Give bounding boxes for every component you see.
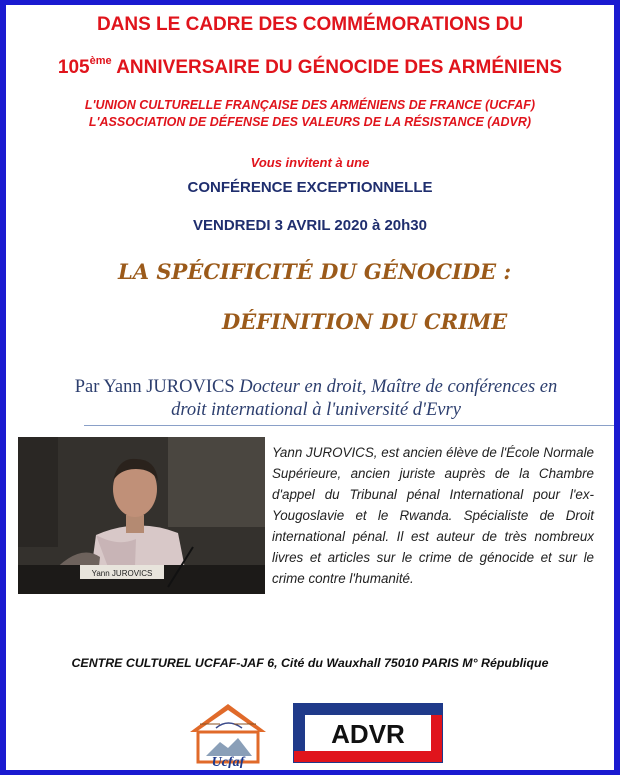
speaker-byline — [66, 376, 566, 422]
speaker-name: Par Yann JUROVICS — [74, 377, 235, 397]
talk-title-line-2: DÉFINITION DU CRIME — [222, 309, 508, 334]
advr-logo-text: ADVR — [331, 719, 405, 749]
speaker-nameplate: Yann JUROVICS — [91, 569, 153, 578]
flyer — [6, 5, 614, 770]
organizers — [6, 97, 614, 131]
anniversary-number: 105 — [57, 57, 90, 78]
talk-title-line-1: LA SPÉCIFICITÉ DU GÉNOCIDE : — [118, 259, 512, 284]
header-line-1: DANS LE CADRE DES COMMÉMORATIONS DU — [96, 14, 524, 35]
speaker-credentials: Docteur en droit, Maître de conférences en droit international à l'université d'Evry — [171, 377, 558, 420]
ucfaf-logo — [176, 698, 288, 768]
divider — [84, 425, 614, 426]
invitation-text: Vous invitent à une — [250, 155, 370, 170]
ucfaf-emblem — [176, 698, 288, 768]
speaker-photo-illustration — [18, 437, 265, 594]
organizer-ucfaf: L'UNION CULTURELLE FRANÇAISE DES ARMÉNIENS DE FRANCE (UCFAF) — [84, 98, 536, 112]
event-date: VENDREDI 3 AVRIL 2020 à 20h30 — [193, 217, 427, 234]
advr-logo — [293, 703, 443, 763]
header-line-2 — [6, 55, 614, 79]
organizer-advr: L'ASSOCIATION DE DÉFENSE DES VALEURS DE LA RÉSISTANCE (ADVR) — [88, 115, 532, 129]
event-type: CONFÉRENCE EXCEPTIONNELLE — [187, 179, 433, 196]
advr-emblem — [293, 703, 443, 763]
anniversary-ordinal: ème — [89, 55, 112, 67]
ucfaf-logo-text: Ucfaf — [211, 755, 245, 768]
speaker-photo — [18, 437, 265, 594]
venue-address: CENTRE CULTUREL UCFAF-JAF 6, Cité du Wauxhall 75010 PARIS M° République — [71, 656, 549, 670]
speaker-bio: Yann JUROVICS, est ancien élève de l'École Normale Supérieure, ancien juriste auprès de la Chambre d'appel du Tribunal pénal International pour l'ex-Yougoslavie et le Rwanda. Spécialiste de Droit international pénal. Il est auteur de très nombreux livres et articles sur le crime de génocide et sur le crime contre l'humanité. — [272, 445, 594, 586]
header-line-2-text: ANNIVERSAIRE DU GÉNOCIDE DES ARMÉNIENS — [111, 57, 563, 78]
